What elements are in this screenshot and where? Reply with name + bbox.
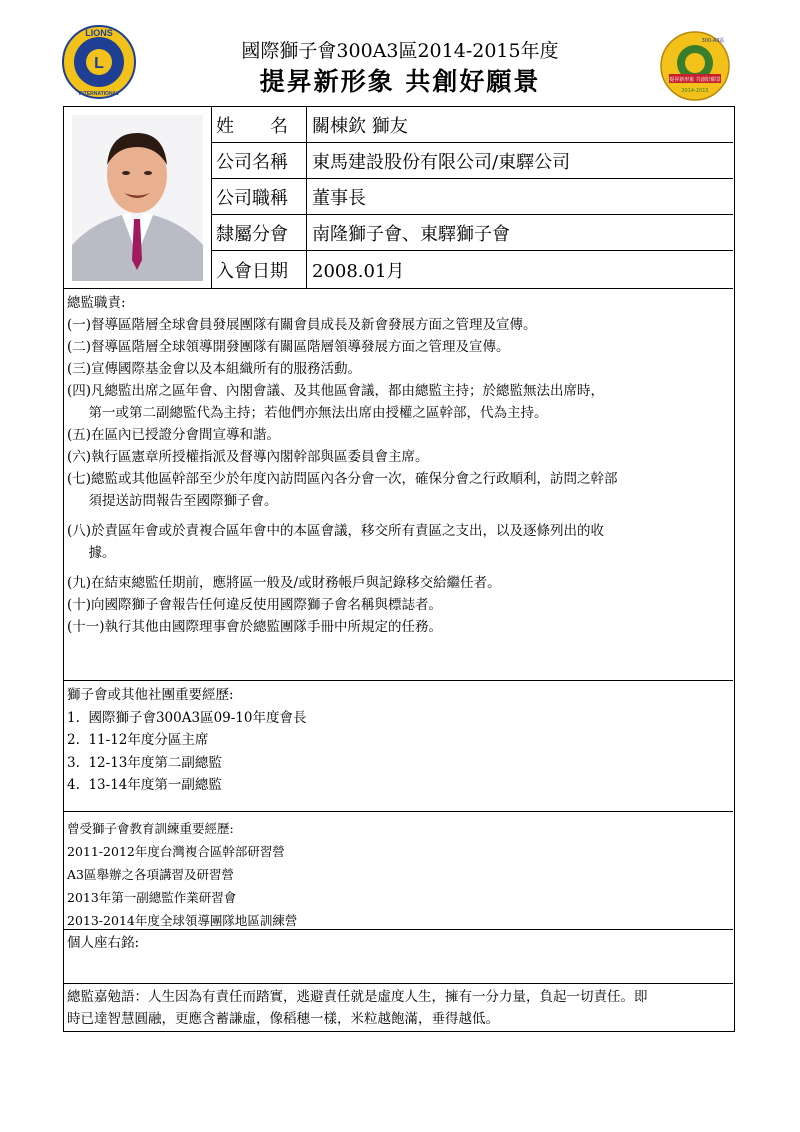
row-join-date [212, 251, 733, 288]
duty-item: (六)執行區憲章所授權指派及督導內閣幹部與區委員會主席。 [67, 449, 429, 465]
label-join-date: 入會日期 [212, 251, 307, 288]
label-company: 公司名稱 [212, 143, 307, 178]
divider [64, 288, 733, 289]
training-item: A3區舉辦之各項講習及研習營 [67, 867, 234, 882]
profile-form [63, 106, 735, 1032]
divider [64, 929, 733, 930]
experience-item: 4. 13-14年度第一副總監 [67, 777, 222, 793]
svg-text:L: L [94, 55, 104, 72]
training-item: 2013-2014年度全球領導團隊地區訓練營 [67, 913, 298, 928]
svg-text:300-A3區: 300-A3區 [701, 38, 725, 44]
duty-item: (九)在結束總監任期前，應將區一般及/或財務帳戶與記錄移交給繼任者。 [67, 575, 501, 591]
duty-item: 第一或第二副總監代為主持；若他們亦無法出席由授權之區幹部，代為主持。 [67, 405, 548, 421]
duty-item: (十一)執行其他由國際理事會於總監團隊手冊中所規定的任務。 [67, 619, 443, 635]
portrait-photo [72, 115, 203, 281]
governor-motto-line2: 時已達智慧圓融，更應含蓄謙虛，像稻穗一樣，米粒越飽滿，垂得越低。 [67, 1011, 499, 1027]
training-section [67, 817, 727, 932]
divider [64, 983, 733, 984]
duty-item: 據。 [67, 545, 116, 561]
svg-text:提昇新形象 共創好願景: 提昇新形象 共創好願景 [669, 77, 721, 83]
page-title-line1: 國際獅子會300A3區2014-2015年度 [241, 40, 559, 62]
row-club [212, 215, 733, 251]
experience-item: 3. 12-13年度第二副總監 [67, 754, 222, 771]
label-club: 隸屬分會 [212, 215, 307, 250]
divider [64, 811, 733, 812]
duty-item: (四)凡總監出席之區年會、內閣會議、及其他區會議，都由總監主持；於總監無法出席時， [67, 383, 605, 399]
profile-info-table [212, 107, 733, 288]
experience-item: 1. 國際獅子會300A3區09-10年度會長 [67, 709, 307, 726]
divider [64, 680, 733, 681]
value-company: 東馬建設股份有限公司/東驛公司 [312, 151, 571, 173]
governor-motto-line1: 總監嘉勉語：人生因為有責任而踏實，逃避責任就是虛度人生，擁有一分力量，負起一切責任。即 [67, 989, 648, 1005]
svg-text:LIONS: LIONS [85, 28, 113, 38]
value-join-date: 2008.01月 [312, 260, 405, 282]
governor-motto-section [67, 986, 727, 1030]
training-item: 2013年第一副總監作業研習會 [67, 890, 237, 905]
svg-text:2014-2015: 2014-2015 [681, 88, 709, 94]
personal-motto-heading: 個人座右銘: [67, 935, 140, 951]
label-position: 公司職稱 [212, 179, 307, 214]
value-name: 關棟欽 獅友 [312, 115, 408, 137]
svg-text:INTERNATIONAL: INTERNATIONAL [78, 91, 120, 97]
photo-cell [64, 107, 212, 288]
label-name: 姓 名 [212, 107, 307, 142]
duties-heading: 總監職責: [67, 295, 126, 311]
duty-item: (十)向國際獅子會報告任何違反使用國際獅子會名稱與標誌者。 [67, 597, 443, 613]
duty-item: 須提送訪問報告至國際獅子會。 [67, 493, 278, 509]
row-name [212, 107, 733, 143]
duty-item: (三)宣傳國際基金會以及本組織所有的服務活動。 [67, 361, 362, 377]
training-heading: 曾受獅子會教育訓練重要經歷: [67, 821, 234, 836]
row-position [212, 179, 733, 215]
experience-section [67, 684, 727, 797]
duty-item: (五)在區內已授證分會間宣導和諧。 [67, 427, 281, 443]
duties-section [67, 292, 727, 638]
duty-item: (二)督導區階層全球領導開發團隊有關區階層領導發展方面之管理及宣傳。 [67, 339, 510, 355]
duty-item: (七)總監或其他區幹部至少於年度內訪問區內各分會一次，確保分會之行政順利，訪問之幹部 [67, 471, 618, 487]
value-position: 董事長 [312, 187, 366, 209]
personal-motto-section [67, 932, 727, 954]
training-item: 2011-2012年度台灣複合區幹部研習營 [67, 844, 285, 859]
experience-item: 2. 11-12年度分區主席 [67, 732, 209, 748]
page-header [0, 0, 800, 110]
page-title-line2: 提昇新形象 共創好願景 [259, 67, 541, 96]
row-company [212, 143, 733, 179]
duty-item: (八)於責區年會或於責複合區年會中的本區會議，移交所有責區之支出，以及逐條列出的收 [67, 523, 605, 539]
district-badge-icon [655, 30, 735, 102]
experience-heading: 獅子會或其他社團重要經歷: [67, 687, 234, 703]
value-club: 南隆獅子會、東驛獅子會 [312, 223, 510, 245]
duty-item: (一)督導區階層全球會員發展團隊有關會員成長及新會發展方面之管理及宣傳。 [67, 317, 537, 333]
